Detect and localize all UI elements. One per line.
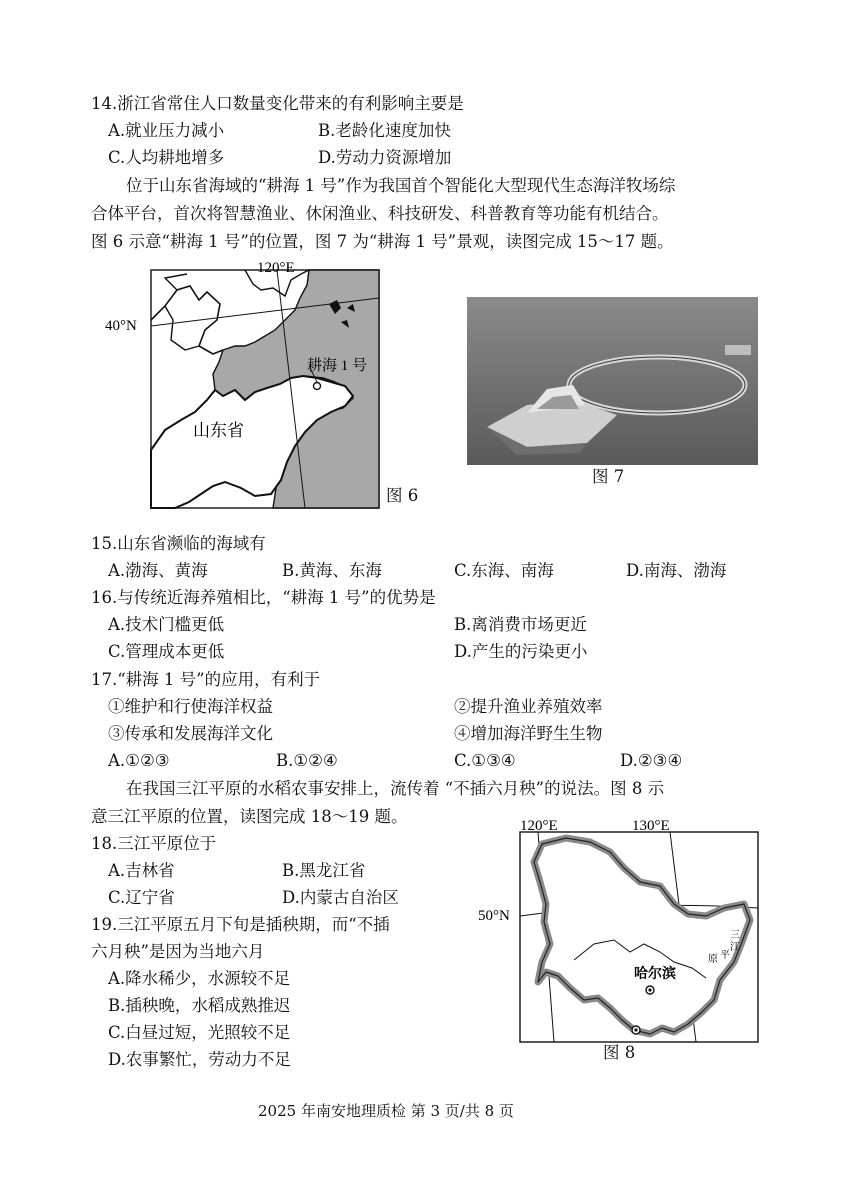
fig8-caption: 图 8 [603, 1043, 636, 1062]
q14-option-c: C.人均耕地增多 [108, 148, 225, 167]
q16-option-c: C.管理成本更低 [108, 642, 225, 661]
figure-8-svg [474, 812, 764, 1044]
q15-stem: 15.山东省濒临的海域有 [91, 534, 266, 553]
figure-6-map [95, 250, 425, 512]
passage1-line2: 合体平台，首次将智慧渔业、休闲渔业、科技研发、科普教育等功能有机结合。 [91, 204, 669, 223]
figure-6-svg [95, 250, 425, 512]
figure-7-svg [467, 297, 758, 465]
q18-option-d: D.内蒙古自治区 [282, 888, 399, 907]
page-footer: 2025 年南安地理质检 第 3 页/共 8 页 [258, 1102, 514, 1120]
q16-option-b: B.离消费市场更近 [454, 615, 587, 634]
q17-option-d: D.②③④ [620, 751, 683, 770]
q15-option-c: C.东海、南海 [454, 561, 554, 580]
q17-statement-3: ③传承和发展海洋文化 [108, 724, 273, 743]
fig8-plain-label-2: 江 [730, 942, 740, 953]
q19-stem-line2: 六月秧”是因为当地六月 [91, 942, 265, 961]
fig8-plain-label-3: 平 [720, 950, 730, 961]
passage2-line2: 意三江平原的位置，读图完成 18～19 题。 [91, 807, 408, 826]
q18-stem: 18.三江平原位于 [91, 834, 217, 853]
q15-option-a: A.渤海、黄海 [108, 561, 208, 580]
q14-option-d: D.劳动力资源增加 [318, 148, 452, 167]
q17-option-b: B.①②④ [276, 751, 338, 770]
q17-statement-4: ④增加海洋野生生物 [454, 724, 603, 743]
passage1-line3: 图 6 示意“耕海 1 号”的位置，图 7 为“耕海 1 号”景观，读图完成 15～17 题。 [91, 232, 674, 251]
q16-stem: 16.与传统近海养殖相比，“耕海 1 号”的优势是 [91, 588, 436, 607]
q17-option-a: A.①②③ [108, 751, 170, 770]
q18-option-a: A.吉林省 [108, 861, 175, 880]
platform-marker-icon [314, 383, 321, 390]
passage2-line1: 在我国三江平原的水稻农事安排上，流传着 “不插六月秧”的说法。图 8 示 [126, 779, 665, 798]
passage1-line1: 位于山东省海域的“耕海 1 号”作为我国首个智能化大型现代生态海洋牧场综 [126, 176, 676, 195]
fig6-lon-label: 120°E [257, 260, 295, 276]
q14-option-a: A.就业压力减小 [108, 121, 225, 140]
q17-stem: 17.“耕海 1 号”的应用，有利于 [91, 670, 321, 689]
q16-option-a: A.技术门槛更低 [108, 615, 225, 634]
fig8-lon1-label: 120°E [520, 818, 558, 834]
q19-stem-line1: 19.三江平原五月下旬是插秧期，而“不插 [91, 915, 390, 934]
q19-option-d: D.农事繁忙，劳动力不足 [108, 1050, 291, 1069]
q19-option-c: C.白昼过短，光照较不足 [108, 1023, 291, 1042]
fig7-caption: 图 7 [592, 467, 625, 486]
q17-statement-1: ①维护和行使海洋权益 [108, 697, 273, 716]
figure-7-photo [467, 297, 758, 465]
q15-option-b: B.黄海、东海 [282, 561, 382, 580]
q18-option-c: C.辽宁省 [108, 888, 175, 907]
q19-option-b: B.插秧晚，水稻成熟推迟 [108, 996, 291, 1015]
fig6-lat-label: 40°N [105, 318, 137, 334]
figure-8-map [474, 812, 764, 1044]
q17-statement-2: ②提升渔业养殖效率 [454, 697, 603, 716]
q18-option-b: B.黑龙江省 [282, 861, 366, 880]
q15-option-d: D.南海、渤海 [626, 561, 727, 580]
q17-option-c: C.①③④ [454, 751, 516, 770]
q14-option-b: B.老龄化速度加快 [318, 121, 451, 140]
fig8-plain-label-1: 三 [730, 930, 740, 941]
fig8-plain-label-4: 原 [708, 954, 718, 965]
q16-option-d: D.产生的污染更小 [454, 642, 588, 661]
fig6-caption: 图 6 [386, 486, 419, 505]
fig6-province-label: 山东省 [193, 421, 244, 440]
fig8-lat-label: 50°N [478, 908, 510, 924]
fig8-city-label: 哈尔滨 [634, 967, 676, 982]
q19-option-a: A.降水稀少，水源较不足 [108, 969, 291, 988]
q14-stem: 14.浙江省常住人口数量变化带来的有利影响主要是 [91, 94, 464, 113]
fig6-platform-label: 耕海 1 号 [307, 358, 368, 374]
fig8-lon2-label: 130°E [632, 818, 670, 834]
